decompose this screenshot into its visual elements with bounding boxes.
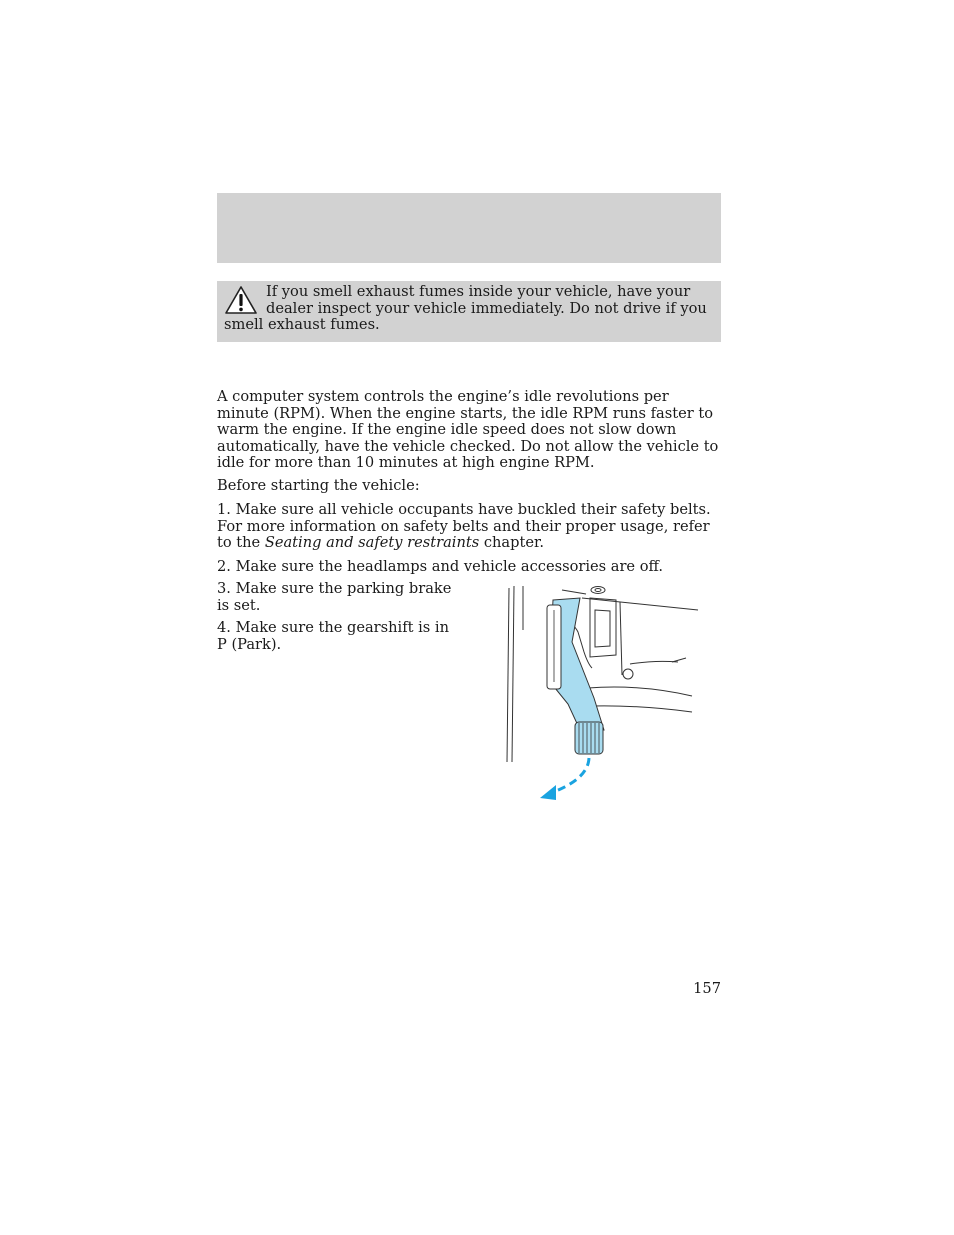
idle-paragraph: A computer system controls the engine’s idle revolutions per minute (RPM). When the engine starts, the idle RPM runs faster to warm the engine. If the engine idle speed does not slow down automatically, have the vehicle checked. Do not allow the vehicle to idle for more than 10 minutes at high engine RPM.	[217, 388, 719, 471]
warning-text: If you smell exhaust fumes inside your vehicle, have your dealer inspect your vehicle immediately. Do not drive if you smell exhaust fumes.	[224, 283, 707, 333]
chapter-reference: Seating and safety restraints	[264, 534, 480, 551]
step-1-text: 1. Make sure all vehicle occupants have buckled their safety belts. For more information on safety belts and their proper usage, refer to the	[217, 501, 711, 551]
warning-box	[217, 281, 721, 342]
step-1-end: chapter.	[479, 534, 544, 551]
section-header-band	[217, 193, 721, 263]
before-starting-text: Before starting the vehicle:	[217, 477, 420, 494]
step-4: 4. Make sure the gearshift is in P (Park).	[217, 619, 449, 653]
page-number: 157	[693, 980, 721, 997]
step-2: 2. Make sure the headlamps and vehicle accessories are off.	[217, 558, 663, 575]
step-3: 3. Make sure the parking brake is set.	[217, 580, 452, 614]
step-1	[217, 502, 721, 552]
parking-brake-pedal-illustration	[500, 580, 705, 805]
